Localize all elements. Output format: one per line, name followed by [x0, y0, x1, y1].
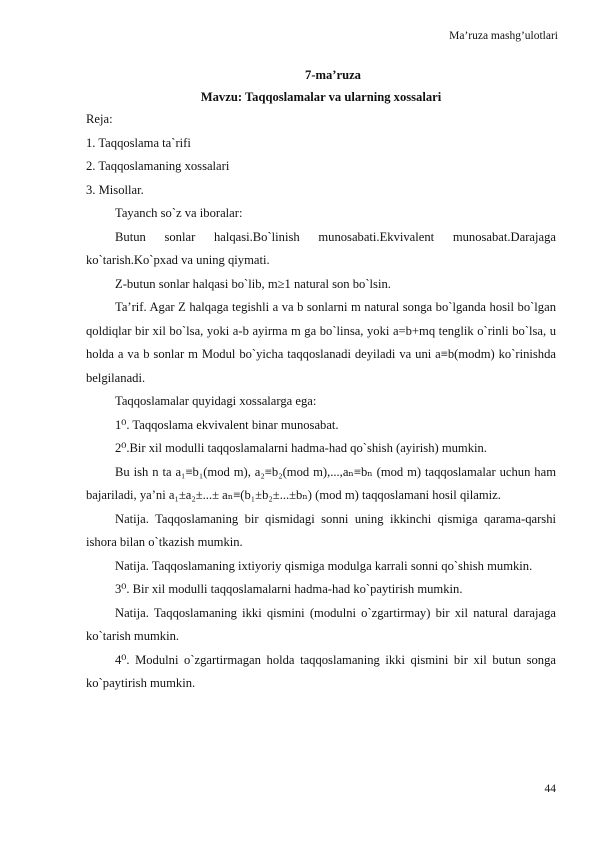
keywords-label: Tayanch so`z va iboralar: — [115, 206, 243, 220]
property-2-detail-paragraph: Bu ish n ta a₁≡b₁(mod m), a₂≡b₂(mod m),...,aₙ≡bₙ (mod m) taqqoslamalar uchun ham bajariladi, ya’ni a₁±a₂±...± aₙ≡(b₁±b₂±...±bₙ) (mod m) taqqoslamani hosil qilamiz. — [86, 464, 556, 502]
property-4-paragraph: 4⁰. Modulni o`zgartirmagan holda taqqoslamaning ikki qismini bir xil butun songa ko`paytirish mumkin. — [86, 652, 556, 690]
plan-item: 3. Misollar. — [86, 182, 144, 197]
corollary-paragraph: Natija. Taqqoslamaning ikki qismini (modulni o`zgartirmay) bir xil natural darajaga ko`tarish mumkin. — [86, 605, 556, 643]
definition-paragraph: Ta’rif. Agar Z halqaga tegishli a va b sonlarni m natural songa bo`lganda hosil bo`lgan qoldiqlar bir xil bo`lsa, yoki a-b ayirma m ga bo`linsa, yoki a=b+mq tenglik o`rinli bo`lsa, u holda a va b sonlar m Modul bo`yicha taqqoslanadi deyiladi va uni a≡b(modm) ko`rinishda belgilanadi. — [86, 300, 556, 385]
lecture-number-heading: 7-ma’ruza — [305, 68, 361, 82]
properties-intro-paragraph: Taqqoslamalar quyidagi xossalarga ega: — [115, 394, 317, 408]
property-3-paragraph: 3⁰. Bir xil modulli taqqoslamalarni hadma-had ko`paytirish mumkin. — [115, 582, 463, 596]
page-number: 44 — [544, 783, 556, 795]
plan-label: Reja: — [86, 112, 113, 126]
topic-heading: Mavzu: Taqqoslamalar va ularning xossalari — [200, 90, 442, 104]
property-1-paragraph: 1⁰. Taqqoslama ekvivalent binar munosabat. — [115, 417, 339, 432]
plan-item: 1. Taqqoslama ta`rifi — [86, 135, 191, 150]
corollary-paragraph: Natija. Taqqoslamaning bir qismidagi sonni uning ikkinchi qismiga qarama-qarshi ishora bilan o`tkazish mumkin. — [86, 511, 556, 549]
property-2-paragraph: 2⁰.Bir xil modulli taqqoslamalarni hadma-had qo`shish (ayirish) mumkin. — [115, 441, 487, 455]
running-header: Ma’ruza mashg’ulotlari — [449, 30, 558, 42]
ring-definition-paragraph: Z-butun sonlar halqasi bo`lib, m≥1 natural son bo`lsin. — [115, 276, 391, 291]
corollary-paragraph: Natija. Taqqoslamaning ixtiyoriy qismiga modulga karrali sonni qo`shish mumkin. — [115, 558, 533, 573]
plan-item: 2. Taqqoslamaning xossalari — [86, 159, 230, 173]
keywords-paragraph: Butun sonlar halqasi.Bo`linish munosabati.Ekvivalent munosabat.Darajaga ko`tarish.Ko`pxad va uning qiymati. — [86, 229, 556, 267]
document-body — [86, 64, 556, 696]
